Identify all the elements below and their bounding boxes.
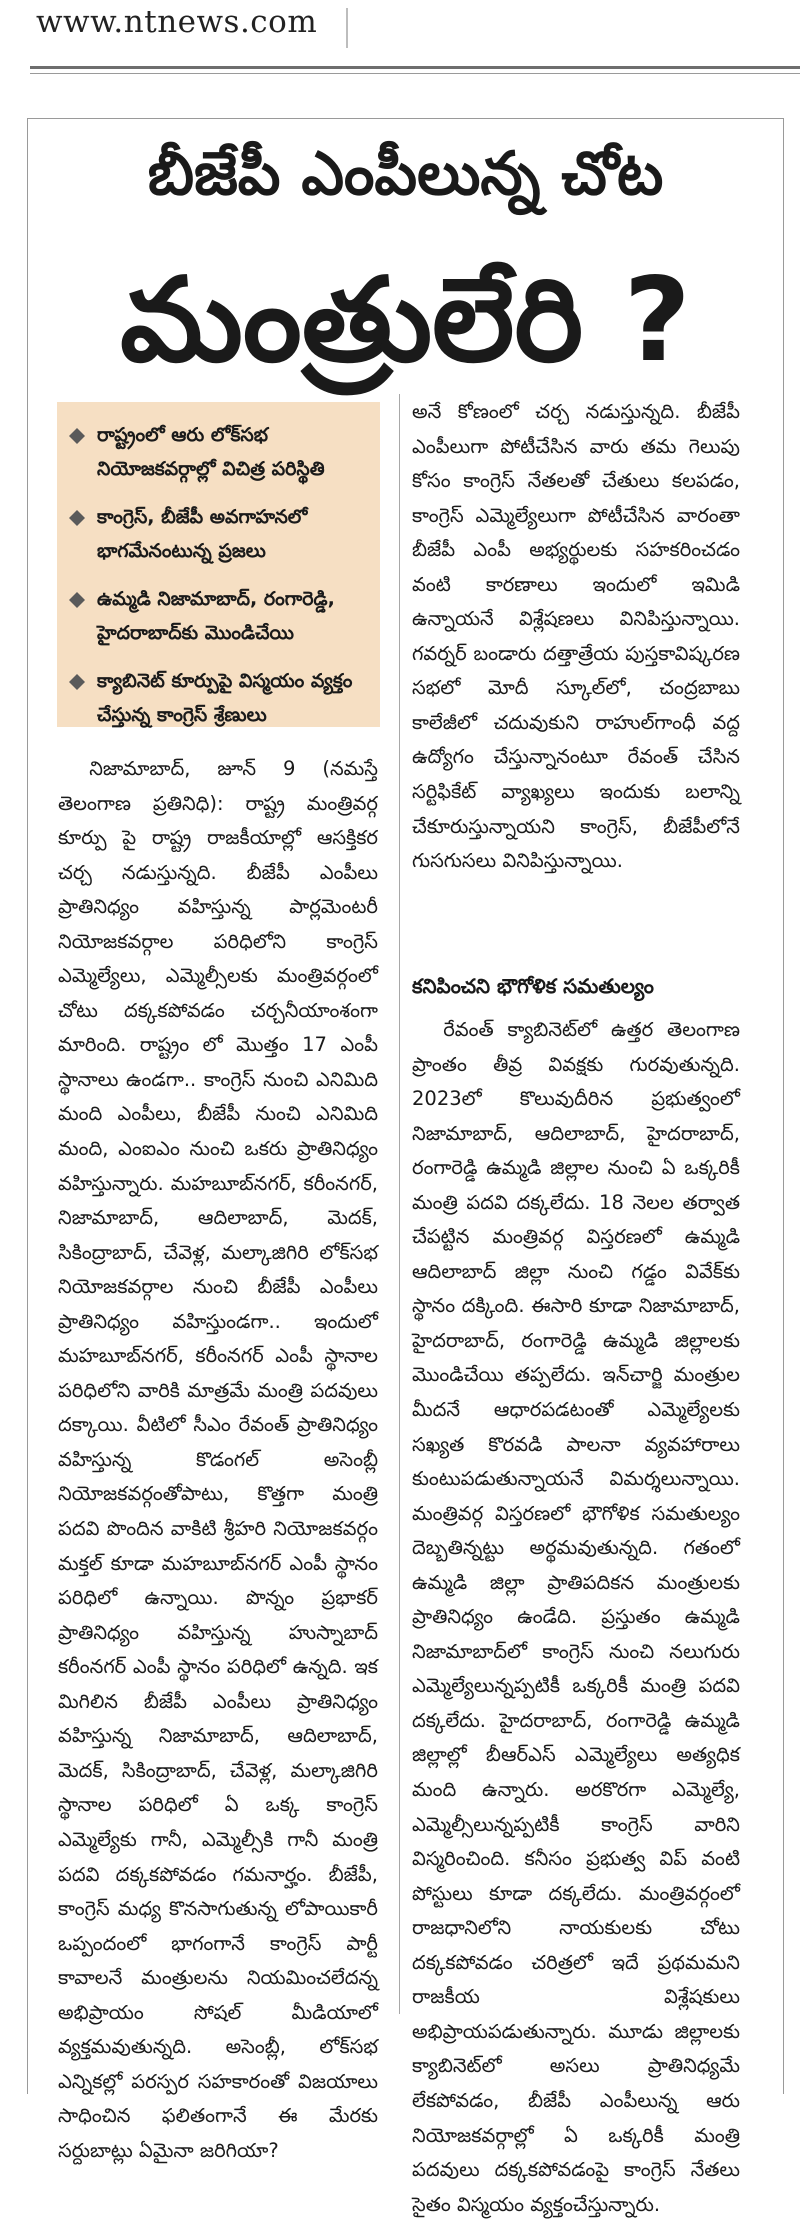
highlight-item [57,418,380,486]
header-divider [346,8,348,48]
article-kicker: బీజేపీ ఎంపీలున్న చోట [147,139,664,209]
highlight-item [57,500,380,568]
article-column-right-bottom [412,1013,740,2222]
header-rule-thin [30,73,800,74]
highlights-box [57,402,380,727]
site-url: www.ntnews.com [36,4,318,40]
diamond-bullet-icon [69,674,85,690]
highlight-text: కాంగ్రెస్, బీజేపీ అవగాహనలో భాగమేనంటున్న ప్రజలు [97,506,308,562]
body-paragraph: నిజామాబాద్, జూన్ 9 (నమస్తే తెలంగాణ ప్రతినిధి): రాష్ట్ర మంత్రివర్గ కూర్పు పై రాష్ట్ర రాజకీయాల్లో ఆసక్తికర చర్చ నడుస్తున్నది. బీజేపీ ఎంపీలు ప్రాతినిధ్యం వహిస్తున్న పార్లమెంటరీ నియోజకవర్గాల పరిధిలోని కాంగ్రెస్ ఎమ్మెల్యేలు, ఎమ్మెల్సీలకు మంత్రివర్గంలో చోటు దక్కకపోవడం చర్చనీయాంశంగా మారింది. రాష్ట్రం లో మొత్తం 17 ఎంపీ స్థానాలు ఉండగా.. కాంగ్రెస్ నుంచి ఎనిమిది మంది ఎంపీలు, బీజేపీ నుంచి ఎనిమిది మంది, ఎంఐఎం నుంచి ఒకరు ప్రాతినిధ్యం వహిస్తున్నారు. మహబూబ్‌నగర్, కరీంనగర్, నిజామాబాద్, ఆదిలాబాద్, మెదక్, సికింద్రాబాద్, చేవెళ్ల, మల్కాజిగిరి లోక్‌సభ నియోజకవర్గాల నుంచి బీజేపీ ఎంపీలు ప్రాతినిధ్యం వహిస్తుండగా.. ఇందులో మహబూబ్‌నగర్, కరీంనగర్ ఎంపీ స్థానాల పరిధిలోని వారికి మాత్రమే మంత్రి పదవులు దక్కాయి. వీటిలో సీఎం రేవంత్ ప్రాతినిధ్యం వహిస్తున్న కొడంగల్ అసెంబ్లీ నియోజకవర్గంతోపాటు, కొత్తగా మంత్రి పదవి పొందిన వాకిటి శ్రీహరి నియోజకవర్గం మక్తల్ కూడా మహబూబ్‌నగర్ ఎంపీ స్థానం పరిధిలో ఉన్నాయి. పొన్నం ప్రభాకర్ ప్రాతినిధ్యం వహిస్తున్న హుస్నాబాద్ కరీంనగర్ ఎంపీ స్థానం పరిధిలో ఉన్నది. ఇక మిగిలిన బీజేపీ ఎంపీలు ప్రాతినిధ్యం వహిస్తున్న నిజామాబాద్, ఆదిలాబాద్, మెదక్, సికింద్రాబాద్, చేవెళ్ల, మల్కాజిగిరి స్థానాల పరిధిలో ఏ ఒక్క కాంగ్రెస్ ఎమ్మెల్యేకు గానీ, ఎమ్మెల్సీకి గానీ మంత్రి పదవి దక్కకపోవడం గమనార్హం. బీజేపీ, కాంగ్రెస్ మధ్య కొనసాగుతున్న లోపాయికారీ ఒప్పందంలో భాగంగానే కాంగ్రెస్ పార్టీ కావాలనే మంత్రులను నియమించలేదన్న అభిప్రాయం సోషల్ మీడియాలో వ్యక్తమవుతున్నది. అసెంబ్లీ, లోక్‌సభ ఎన్నికల్లో పరస్పర సహకారంతో విజయాలు సాధించిన ఫలితంగానే ఈ మేరకు సర్దుబాట్లు ఏమైనా జరిగియా? [58,757,378,2162]
section-subheading: కనిపించని భౌగోళిక సమతుల్యం [412,974,654,998]
article-frame [27,118,784,2216]
highlight-text: ఉమ్మడి నిజామాబాద్, రంగారెడ్డి, హైదరాబాద్‌కు మొండిచేయి [97,588,335,644]
body-paragraph: రేవంత్ క్యాబినెట్‌లో ఉత్తర తెలంగాణ ప్రాంతం తీవ్ర వివక్షకు గురవుతున్నది. 2023లో కొలువుదీరిన ప్రభుత్వంలో నిజామాబాద్, ఆదిలాబాద్, హైదరాబాద్, రంగారెడ్డి ఉమ్మడి జిల్లాల నుంచి ఏ ఒక్కరికీ మంత్రి పదవి దక్కలేదు. 18 నెలల తర్వాత చేపట్టిన మంత్రివర్గ విస్తరణలో ఉమ్మడి ఆదిలాబాద్ జిల్లా నుంచి గడ్డం వివేక్‌కు స్థానం దక్కింది. ఈసారి కూడా నిజామాబాద్, హైదరాబాద్, రంగారెడ్డి ఉమ్మడి జిల్లాలకు మొండిచేయి తప్పలేదు. ఇన్‌చార్జి మంత్రుల మీదనే ఆధారపడటంతో ఎమ్మెల్యేలకు సఖ్యత కొరవడి పాలనా వ్యవహారాలు కుంటుపడుతున్నాయనే విమర్శలున్నాయి. మంత్రివర్గ విస్తరణలో భౌగోళిక సమతుల్యం దెబ్బతిన్నట్టు అర్థమవుతున్నది. గతంలో ఉమ్మడి జిల్లా ప్రాతిపదికన మంత్రులకు ప్రాతినిధ్యం ఉండేది. ప్రస్తుతం ఉమ్మడి నిజామాబాద్‌లో కాంగ్రెస్ నుంచి నలుగురు ఎమ్మెల్యేలున్నప్పటికీ ఒక్కరికీ మంత్రి పదవి దక్కలేదు. హైదరాబాద్, రంగారెడ్డి ఉమ్మడి జిల్లాల్లో బీఆర్‌ఎస్ ఎమ్మెల్యేలు అత్యధిక మంది ఉన్నారు. అరకొరగా ఎమ్మెల్యే, ఎమ్మెల్సీలున్నప్పటికీ కాంగ్రెస్ వారిని విస్మరించింది. కనీసం ప్రభుత్వ విప్ వంటి పోస్టులు కూడా దక్కలేదు. మంత్రివర్గంలో రాజధానిలోని నాయకులకు చోటు దక్కకపోవడం చరిత్రలో ఇదే ప్రథమమని రాజకీయ విశ్లేషకులు అభిప్రాయపడుతున్నారు. మూడు జిల్లాలకు క్యాబినెట్‌లో అసలు ప్రాతినిధ్యమే లేకపోవడం, బీజేపీ ఎంపీలున్న ఆరు నియోజకవర్గాల్లో ఏ ఒక్కరికీ మంత్రి పదవులు దక్కకపోవడంపై కాంగ్రెస్ నేతలు సైతం విస్మయం వ్యక్తంచేస్తున్నారు. [412,1018,740,2216]
diamond-bullet-icon [69,592,85,608]
diamond-bullet-icon [69,510,85,526]
article-column-right-top [412,395,740,879]
article-headline: మంత్రులేరి ? [120,253,691,388]
column-divider [399,394,400,2014]
highlight-text: రాష్ట్రంలో ఆరు లోక్‌సభ నియోజకవర్గాల్లో విచిత్ర పరిస్థితి [97,424,325,480]
body-paragraph: అనే కోణంలో చర్చ నడుస్తున్నది. బీజేపీ ఎంపీలుగా పోటీచేసిన వారు తమ గెలుపు కోసం కాంగ్రెస్ నేతలతో చేతులు కలపడం, కాంగ్రెస్ ఎమ్మెల్యేలుగా పోటీచేసిన వారంతా బీజేపీ ఎంపీ అభ్యర్థులకు సహకరించడం వంటి కారణాలు ఇందులో ఇమిడి ఉన్నాయనే విశ్లేషణలు వినిపిస్తున్నాయి. గవర్నర్ బండారు దత్తాత్రేయ పుస్తకావిష్కరణ సభలో మోదీ స్కూల్‌లో, చంద్రబాబు కాలేజీలో చదువుకుని రాహుల్‌గాంధీ వద్ద ఉద్యోగం చేస్తున్నానంటూ రేవంత్ చేసిన సర్టిఫికేట్ వ్యాఖ్యలు ఇందుకు బలాన్ని చేకూరుస్తున్నాయని కాంగ్రెస్, బీజేపీలోనే గుసగుసలు వినిపిస్తున్నాయి. [412,400,740,873]
highlight-item [57,664,380,732]
diamond-bullet-icon [69,428,85,444]
header-rule-thick [30,66,800,69]
highlight-text: క్యాబినెట్ కూర్పుపై విస్మయం వ్యక్తం చేస్తున్న కాంగ్రెస్ శ్రేణులు [97,670,353,726]
highlight-item [57,582,380,650]
article-column-left [58,752,378,2168]
